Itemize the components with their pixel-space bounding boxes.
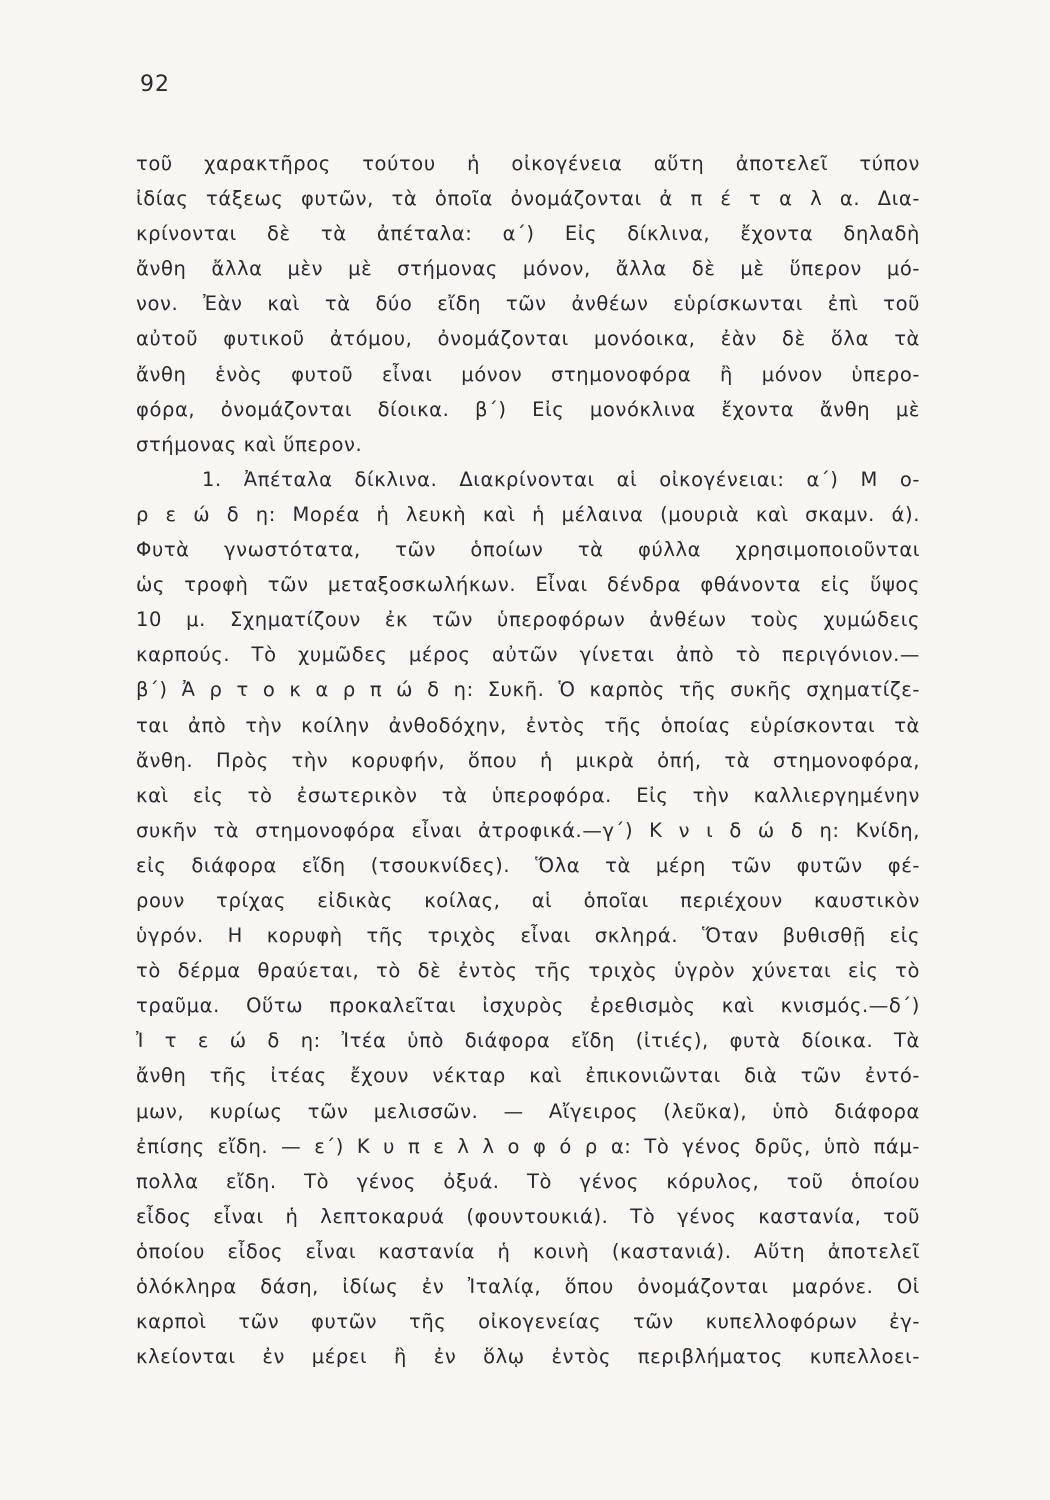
text-line: συκῆν τὰ στημονοφόρα εἶναι ἀτροφικά.—γ΄) Κ ν ι δ ώ δ η: Κνίδη, <box>136 818 920 842</box>
text-line: ται ἀπὸ τὴν κοίλην ἀνθοδόχην, ἐντὸς τῆς ὁποίας εὑρίσκονται τὰ <box>136 713 920 737</box>
text-line: ὁποίου εἶδος εἶναι καστανία ἡ κοινὴ (καστανιά). Αὕτη ἀποτελεῖ <box>136 1239 920 1263</box>
text-line: καρποὶ τῶν φυτῶν τῆς οἰκογενείας τῶν κυπελλοφόρων ἐγ- <box>136 1310 920 1334</box>
text-line: νον. Ἐὰν καὶ τὰ δύο εἴδη τῶν ἀνθέων εὑρίσκωνται ἐπὶ τοῦ <box>136 292 920 316</box>
text-line: καὶ εἰς τὸ ἐσωτερικὸν τὰ ὑπεροφόρα. Εἰς τὴν καλλιεργημένην <box>136 783 920 807</box>
text-line: τοῦ χαρακτῆρος τούτου ἡ οἰκογένεια αὕτη ἀποτελεῖ τύπον <box>136 152 920 175</box>
text-line: φόρα, ὀνομάζονται δίοικα. β΄) Εἰς μονόκλινα ἔχοντα ἄνθη μὲ <box>136 397 920 421</box>
text-line: ἄνθη. Πρὸς τὴν κορυφήν, ὅπου ἡ μικρὰ ὀπή, τὰ στημονοφόρα, <box>136 748 920 772</box>
text-line-paragraph-start: 1. Ἀπέταλα δίκλινα. Διακρίνονται αἱ οἰκογένειαι: α΄) Μ ο- <box>202 467 920 491</box>
text-line: ἐπίσης εἴδη. — ε΄) Κ υ π ε λ λ ο φ ό ρ α: Τὸ γένος δρῦς, ὑπὸ πάμ- <box>136 1134 920 1158</box>
page-number: 92 <box>140 72 170 97</box>
text-line: ὑγρόν. Η κορυφὴ τῆς τριχὸς εἶναι σκληρά. Ὅταν βυθισθῇ εἰς <box>136 924 920 948</box>
text-line: κλείονται ἐν μέρει ἢ ἐν ὅλῳ ἐντὸς περιβλήματος κυπελλοει- <box>136 1345 920 1369</box>
text-line: ὁλόκληρα δάση, ἰδίως ἐν Ἰταλίᾳ, ὅπου ὀνομάζονται μαρόνε. Οἱ <box>136 1275 920 1298</box>
text-line: ἄνθη ἑνὸς φυτοῦ εἶναι μόνον στημονοφόρα ἢ μόνον ὑπερο- <box>136 362 920 386</box>
text-line: στήμονας καὶ ὕπερον. <box>136 432 363 456</box>
text-line: 10 μ. Σχηματίζουν ἐκ τῶν ὑπεροφόρων ἀνθέων τοὺς χυμώδεις <box>136 608 920 632</box>
text-line: εἶδος εἶναι ἡ λεπτοκαρυά (φουντουκιά). Τὸ γένος καστανία, τοῦ <box>136 1204 920 1228</box>
text-line: μων, κυρίως τῶν μελισσῶν. — Αἴγειρος (λεῦκα), ὑπὸ διάφορα <box>136 1099 920 1123</box>
text-line: ἰδίας τάξεως φυτῶν, τὰ ὁποῖα ὀνομάζονται ἀ π έ τ α λ α. Δια- <box>136 187 920 211</box>
text-line: Ἰ τ ε ώ δ η: Ἰτέα ὑπὸ διάφορα εἴδη (ἰτιές), φυτὰ δίοικα. Τὰ <box>136 1029 920 1053</box>
text-line: ὡς τροφὴ τῶν μεταξοσκωλήκων. Εἶναι δένδρα φθάνοντα εἰς ὕψος <box>136 573 920 597</box>
text-line: ἄνθη ἄλλα μὲν μὲ στήμονας μόνον, ἄλλα δὲ μὲ ὕπερον μό- <box>136 257 920 281</box>
text-line: κρίνονται δὲ τὰ ἀπέταλα: α΄) Εἰς δίκλινα, ἔχοντα δηλαδὴ <box>136 222 920 246</box>
text-line: Φυτὰ γνωστότατα, τῶν ὁποίων τὰ φύλλα χρησιμοποιοῦνται <box>136 538 920 562</box>
text-line: αὐτοῦ φυτικοῦ ἀτόμου, ὀνομάζονται μονόοικα, ἐὰν δὲ ὅλα τὰ <box>136 327 920 351</box>
text-line: ἄνθη τῆς ἰτέας ἔχουν νέκταρ καὶ ἐπικονιῶνται διὰ τῶν ἐντό- <box>136 1064 920 1088</box>
text-line: ρ ε ώ δ η: Μορέα ἡ λευκὴ καὶ ἡ μέλαινα (μουριὰ καὶ σκαμν. ά). <box>136 502 920 526</box>
text-line: καρπούς. Τὸ χυμῶδες μέρος αὐτῶν γίνεται ἀπὸ τὸ περιγόνιον.— <box>136 643 920 667</box>
text-line: ρουν τρίχας εἰδικὰς κοίλας, αἱ ὁποῖαι περιέχουν καυστικὸν <box>136 888 920 912</box>
text-line: τραῦμα. Οὕτω προκαλεῖται ἰσχυρὸς ἐρεθισμὸς καὶ κνισμός.—δ΄) <box>136 994 920 1018</box>
text-line: τὸ δέρμα θραύεται, τὸ δὲ ἐντὸς τῆς τριχὸς ὑγρὸν χύνεται εἰς τὸ <box>136 959 920 983</box>
text-line: β΄) Ἀ ρ τ ο κ α ρ π ώ δ η: Συκῆ. Ὁ καρπὸς τῆς συκῆς σχηματίζε- <box>136 678 920 702</box>
body-text <box>136 146 920 1374</box>
text-line: πολλα εἴδη. Τὸ γένος ὀξυά. Τὸ γένος κόρυλος, τοῦ ὁποίου <box>136 1169 920 1193</box>
text-line: εἰς διάφορα εἴδη (τσουκνίδες). Ὅλα τὰ μέρη τῶν φυτῶν φέ- <box>136 853 920 877</box>
